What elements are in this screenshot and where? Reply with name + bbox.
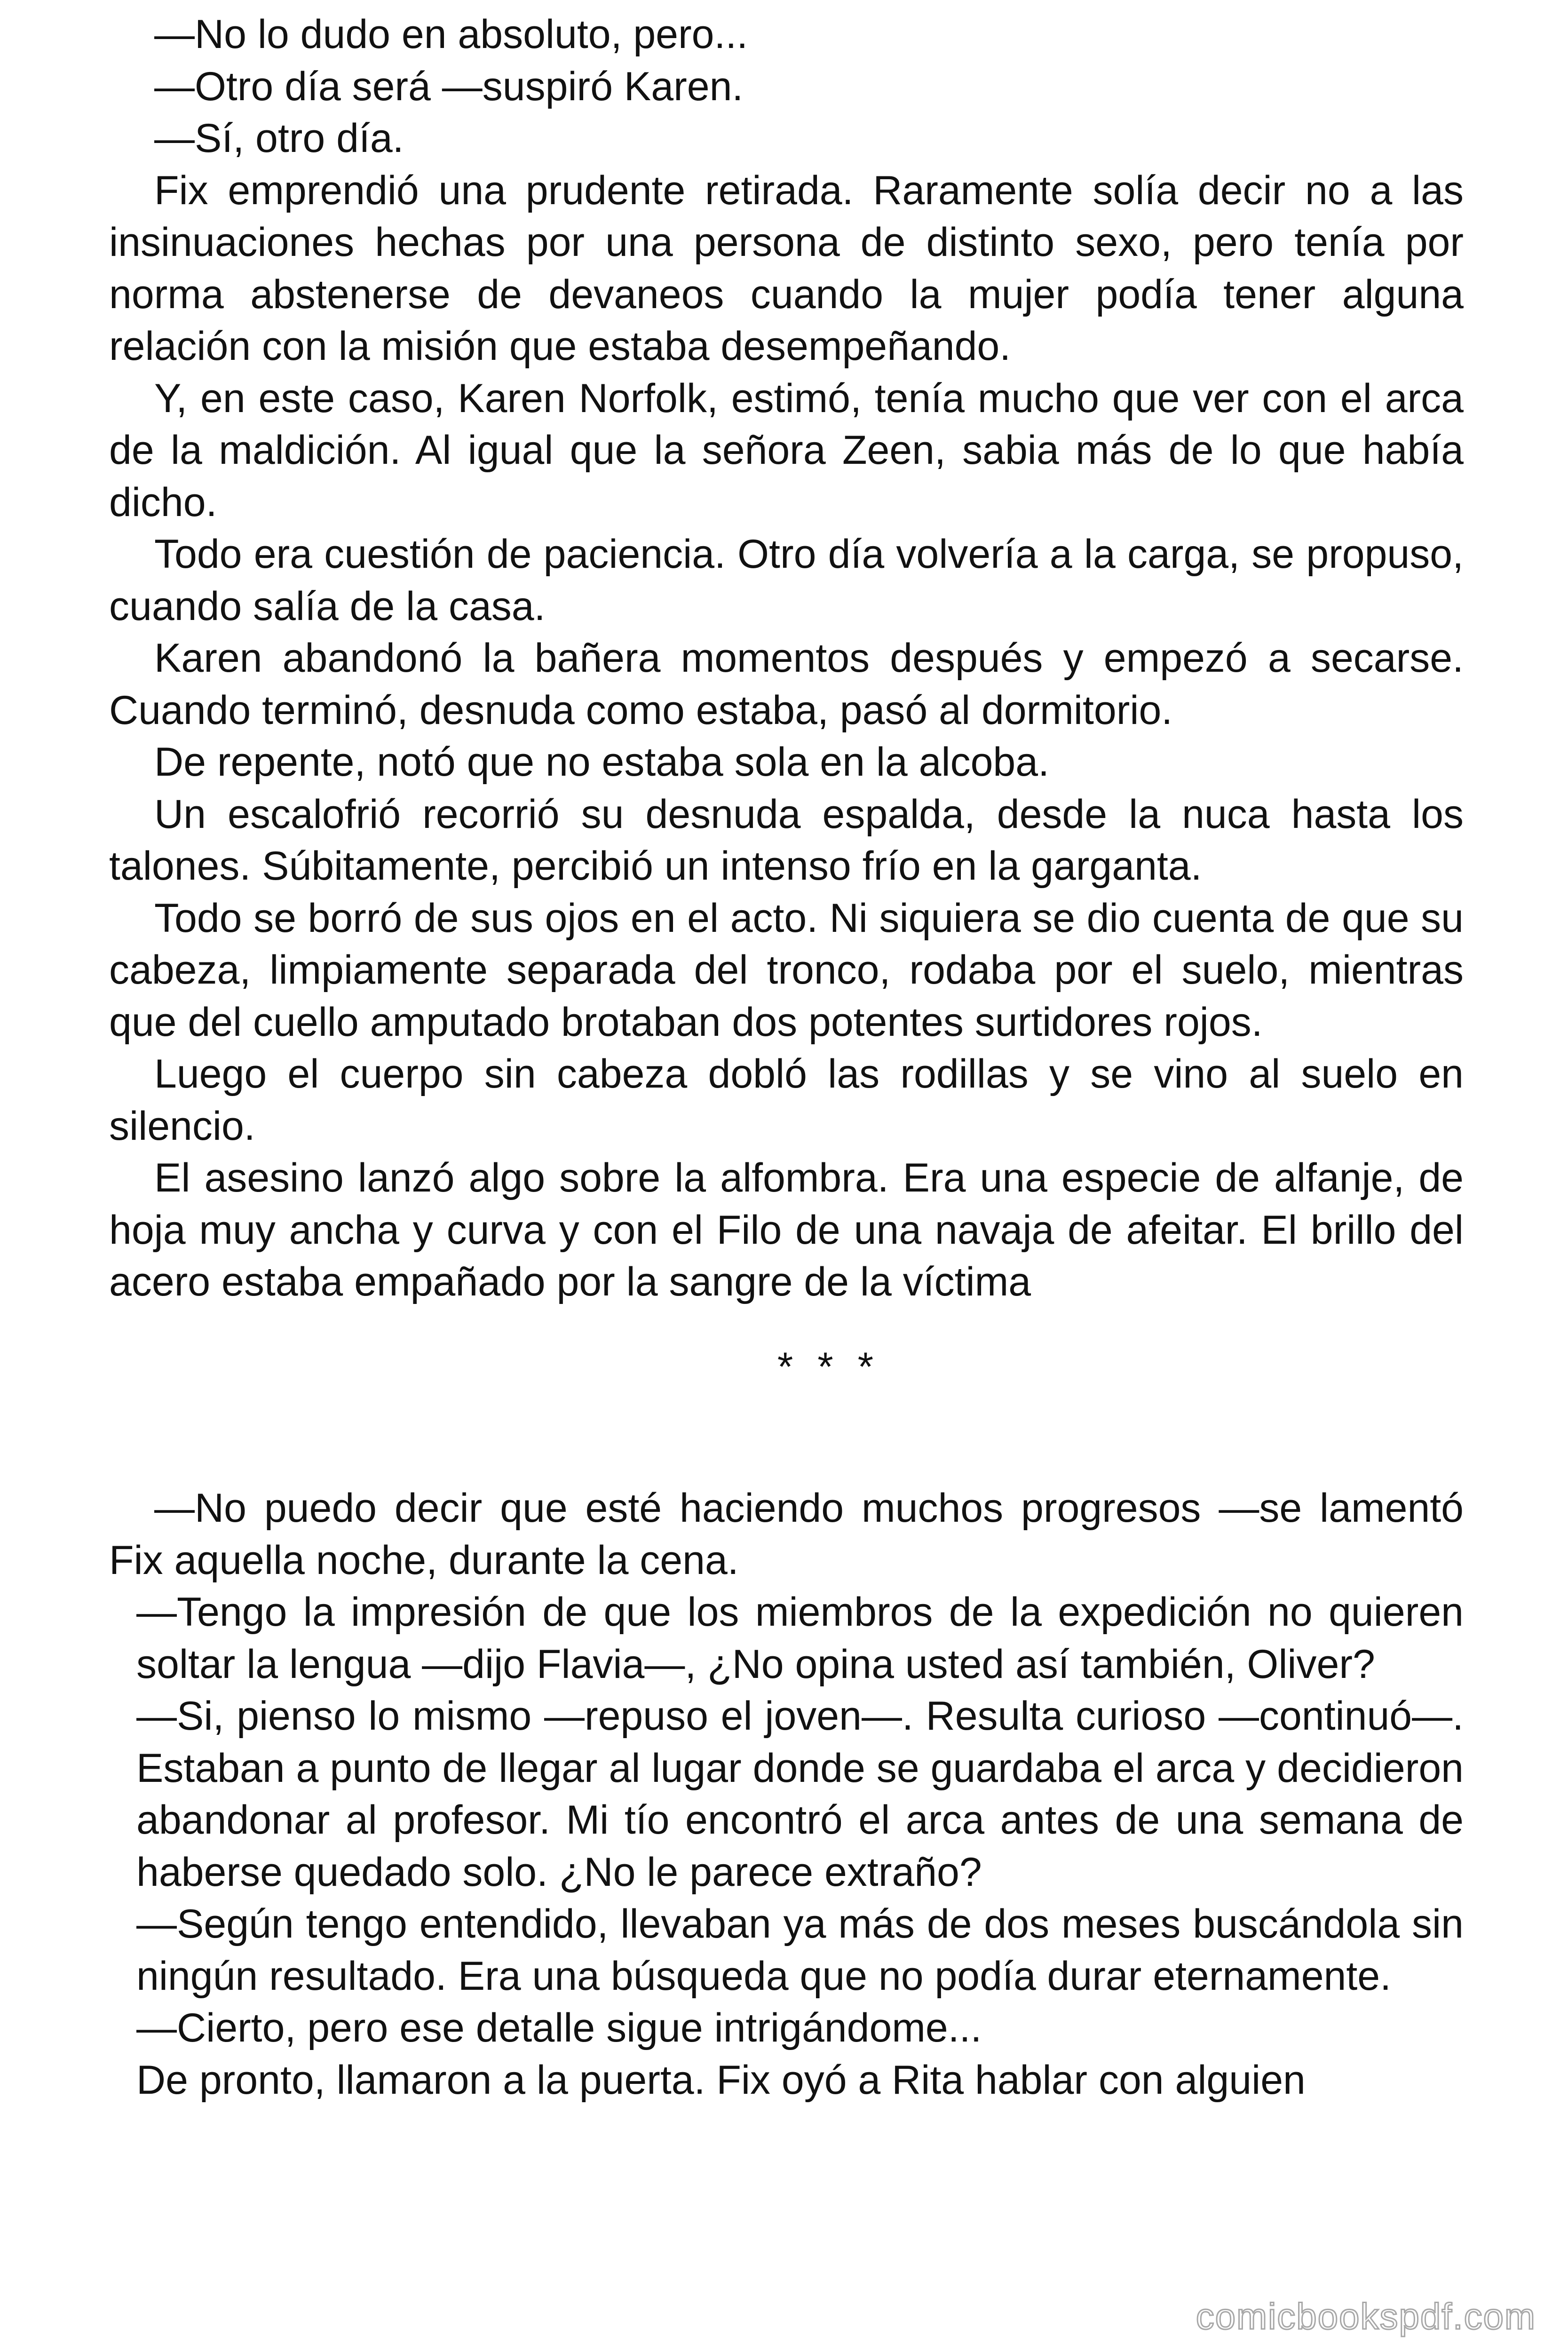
paragraph: Todo era cuestión de paciencia. Otro día volvería a la carga, se propuso, cuando salía de la casa. xyxy=(109,532,1464,629)
paragraph: Un escalofrió recorrió su desnuda espalda, desde la nuca hasta los talones. Súbitamente, percibió un intenso frío en la garganta. xyxy=(109,791,1464,889)
paragraph-dialogue: De pronto, llamaron a la puerta. Fix oyó a Rita hablar con alguien xyxy=(136,2057,1306,2103)
paragraph: Karen abandonó la bañera momentos después y empezó a secarse. Cuando terminó, desnuda como estaba, pasó al dormitorio. xyxy=(109,636,1464,733)
paragraph: Todo se borró de sus ojos en el acto. Ni siquiera se dio cuenta de que su cabeza, limpiamente separada del tronco, rodaba por el suelo, mientras que del cuello amputado brotaban dos potentes surtidores rojos. xyxy=(109,895,1464,1045)
paragraph: Y, en este caso, Karen Norfolk, estimó, tenía mucho que ver con el arca de la maldición. Al igual que la señora Zeen, sabia más de lo que había dicho. xyxy=(109,375,1464,525)
watermark: comicbookspdf.com xyxy=(1196,2296,1536,2337)
paragraph-dialogue: —Cierto, pero ese detalle sigue intrigándome... xyxy=(136,2005,982,2050)
paragraph: El asesino lanzó algo sobre la alfombra. Era una especie de alfanje, de hoja muy ancha y curva y con el Filo de una navaja de afeitar. El brillo del acero estaba empañado por la sangre de la víctima xyxy=(109,1155,1464,1304)
page-body xyxy=(109,8,1464,2106)
paragraph: —No puedo decir que esté haciendo muchos progresos —se lamentó Fix aquella noche, durante la cena. xyxy=(109,1486,1464,1583)
paragraph: —Sí, otro día. xyxy=(154,116,404,161)
paragraph-dialogue: —Tengo la impresión de que los miembros de la expedición no quieren soltar la lengua —dijo Flavia—, ¿No opina usted así también, Oliver? xyxy=(136,1589,1464,1687)
paragraph-dialogue: —Según tengo entendido, llevaban ya más de dos meses buscándola sin ningún resultado. Era una búsqueda que no podía durar eternamente. xyxy=(136,1901,1464,1999)
section-break: * * * xyxy=(777,1344,880,1390)
paragraph-dialogue: —Si, pienso lo mismo —repuso el joven—. Resulta curioso —continuó—. Estaban a punto de llegar al lugar donde se guardaba el arca y decidieron abandonar al profesor. Mi tío encontró el arca antes de una semana de haberse quedado solo. ¿No le parece extraño? xyxy=(136,1693,1464,1895)
paragraph: —No lo dudo en absoluto, pero... xyxy=(154,12,748,57)
paragraph: Fix emprendió una prudente retirada. Raramente solía decir no a las insinuaciones hechas por una persona de distinto sexo, pero tenía por norma abstenerse de devaneos cuando la mujer podía tener alguna relación con la misión que estaba desempeñando. xyxy=(109,167,1464,369)
paragraph: De repente, notó que no estaba sola en la alcoba. xyxy=(154,739,1049,785)
paragraph: Luego el cuerpo sin cabeza dobló las rodillas y se vino al suelo en silencio. xyxy=(109,1051,1464,1149)
paragraph: —Otro día será —suspiró Karen. xyxy=(154,64,744,109)
